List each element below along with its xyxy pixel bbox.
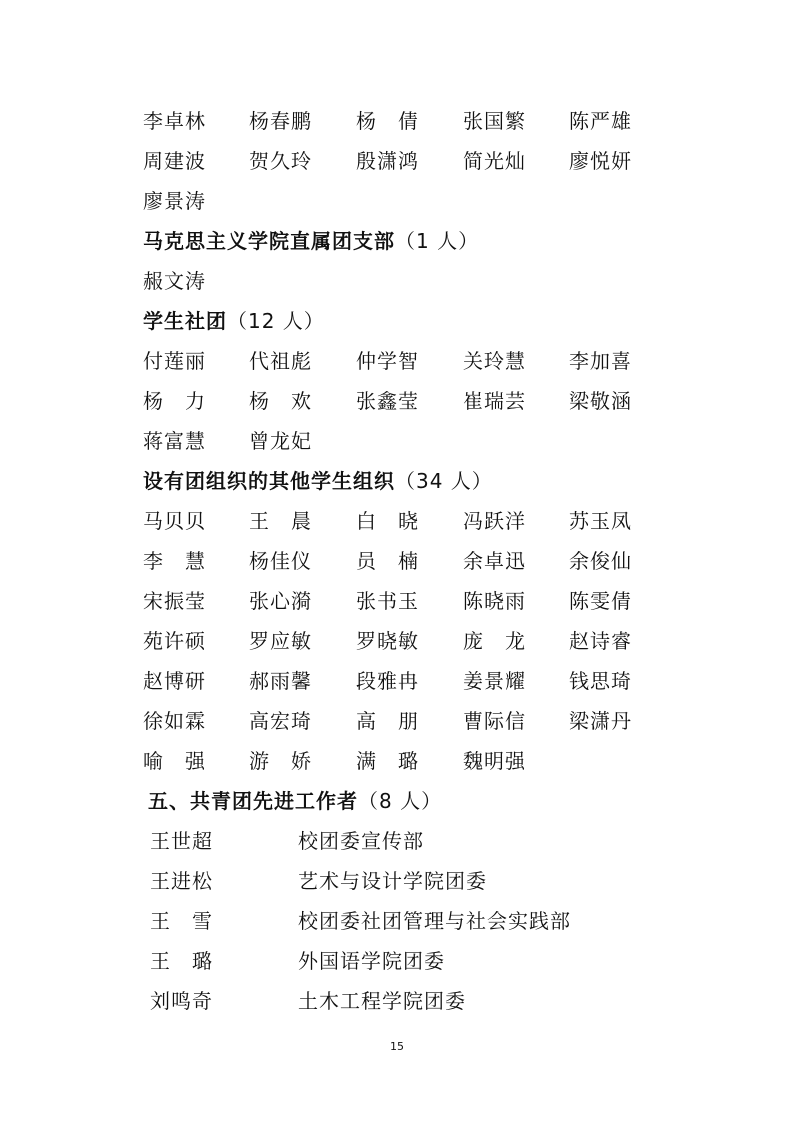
person-name: 廖悦妍 [569, 149, 632, 173]
person-name: 高 朋 [356, 709, 419, 733]
person-name: 赧文涛 [143, 269, 206, 293]
section-count: （12 人） [227, 309, 325, 333]
person-name: 罗应敏 [249, 629, 312, 653]
person-name: 蒋富慧 [143, 429, 206, 453]
worker-organization: 外国语学院团委 [298, 949, 445, 973]
person-name: 苑许硕 [143, 629, 206, 653]
worker-organization: 土木工程学院团委 [298, 989, 466, 1013]
page-number: 15 [390, 1040, 404, 1053]
person-name: 李 慧 [143, 549, 206, 573]
person-name: 苏玉凤 [569, 509, 632, 533]
person-name: 关玲慧 [463, 349, 526, 373]
person-name: 张书玉 [356, 589, 419, 613]
person-name: 张鑫莹 [356, 389, 419, 413]
person-name: 仲学智 [356, 349, 419, 373]
person-name: 崔瑞芸 [463, 389, 526, 413]
person-name: 庞 龙 [463, 629, 526, 653]
person-name: 杨 倩 [356, 109, 419, 133]
person-name: 杨春鹏 [249, 109, 312, 133]
person-name: 白 晓 [356, 509, 419, 533]
section-title: 五、共青团先进工作者 [148, 789, 358, 813]
worker-organization: 校团委社团管理与社会实践部 [298, 909, 571, 933]
person-name: 罗晓敏 [356, 629, 419, 653]
person-name: 陈严雄 [569, 109, 632, 133]
worker-name: 刘鸣奇 [150, 989, 213, 1013]
person-name: 张心漪 [249, 589, 312, 613]
person-name: 郝雨馨 [249, 669, 312, 693]
person-name: 简光灿 [463, 149, 526, 173]
person-name: 马贝贝 [143, 509, 206, 533]
worker-name: 王 璐 [150, 949, 213, 973]
person-name: 陈晓雨 [463, 589, 526, 613]
person-name: 王 晨 [249, 509, 312, 533]
person-name: 高宏琦 [249, 709, 312, 733]
person-name: 赵诗睿 [569, 629, 632, 653]
person-name: 余俊仙 [569, 549, 632, 573]
person-name: 代祖彪 [249, 349, 312, 373]
person-name: 殷潇鸿 [356, 149, 419, 173]
person-name: 冯跃洋 [463, 509, 526, 533]
person-name: 杨佳仪 [249, 549, 312, 573]
section-title: 设有团组织的其他学生组织 [143, 469, 395, 493]
person-name: 杨 力 [143, 389, 206, 413]
section-title: 学生社团 [143, 309, 227, 333]
section-count: （1 人） [395, 229, 480, 253]
person-name: 钱思琦 [569, 669, 632, 693]
person-name: 张国繁 [463, 109, 526, 133]
section-heading [148, 781, 442, 821]
person-name: 曹际信 [463, 709, 526, 733]
person-name: 宋振莹 [143, 589, 206, 613]
worker-organization: 校团委宣传部 [298, 829, 424, 853]
section-count: （8 人） [358, 789, 443, 813]
person-name: 梁敬涵 [569, 389, 632, 413]
person-name: 员 楠 [356, 549, 419, 573]
person-name: 喻 强 [143, 749, 206, 773]
person-name: 曾龙妃 [249, 429, 312, 453]
person-name: 杨 欢 [249, 389, 312, 413]
person-name: 余卓迅 [463, 549, 526, 573]
person-name: 段雅冉 [356, 669, 419, 693]
person-name: 周建波 [143, 149, 206, 173]
section-title: 马克思主义学院直属团支部 [143, 229, 395, 253]
section-heading [143, 301, 325, 341]
section-heading [143, 221, 479, 261]
person-name: 赵博研 [143, 669, 206, 693]
person-name: 付莲丽 [143, 349, 206, 373]
person-name: 魏明强 [463, 749, 526, 773]
person-name: 廖景涛 [143, 189, 206, 213]
worker-organization: 艺术与设计学院团委 [298, 869, 487, 893]
person-name: 陈雯倩 [569, 589, 632, 613]
person-name: 梁潇丹 [569, 709, 632, 733]
section-heading [143, 461, 493, 501]
worker-name: 王世超 [150, 829, 213, 853]
worker-name: 王 雪 [150, 909, 213, 933]
person-name: 满 璐 [356, 749, 419, 773]
worker-name: 王进松 [150, 869, 213, 893]
person-name: 游 娇 [249, 749, 312, 773]
person-name: 贺久玲 [249, 149, 312, 173]
person-name: 徐如霖 [143, 709, 206, 733]
person-name: 李加喜 [569, 349, 632, 373]
section-count: （34 人） [395, 469, 493, 493]
person-name: 姜景耀 [463, 669, 526, 693]
person-name: 李卓林 [143, 109, 206, 133]
